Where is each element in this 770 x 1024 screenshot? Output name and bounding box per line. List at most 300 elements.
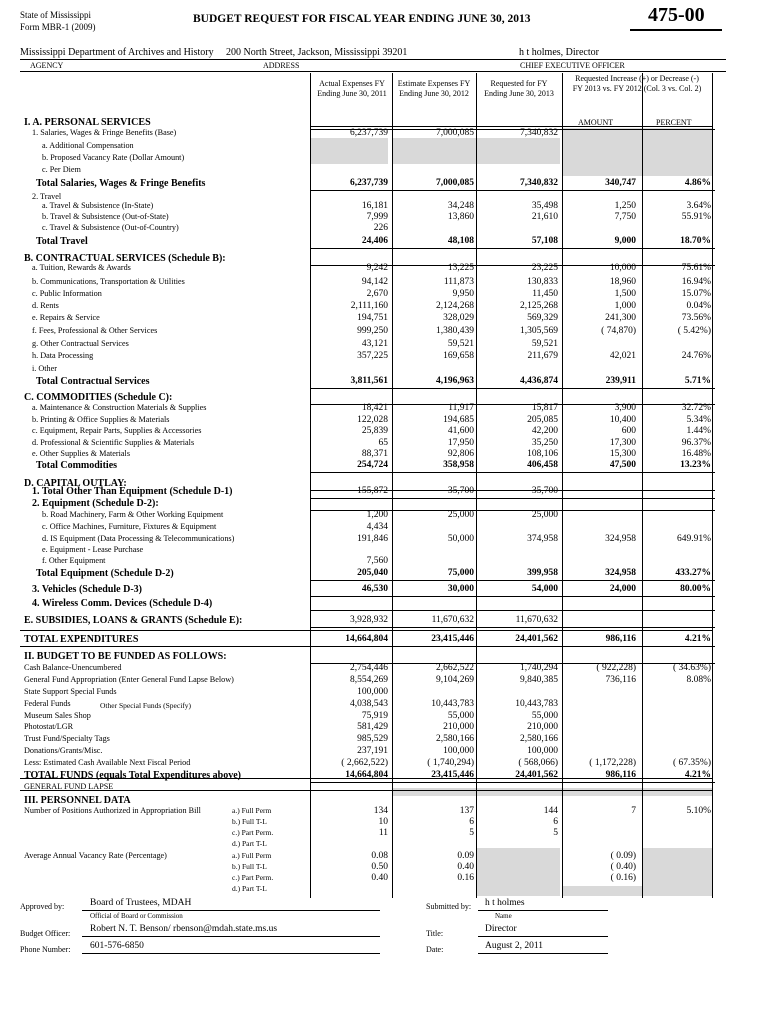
row-rule: [310, 190, 715, 191]
personnel-sublabel: d.) Part T-L: [232, 884, 267, 893]
cell-c3: 35,700: [531, 486, 558, 496]
header-rule-2: [20, 71, 726, 72]
cell-c1: 18,421: [361, 403, 388, 413]
row-label: C. COMMODITIES (Schedule C):: [24, 392, 173, 403]
cell-c5: 32.72%: [681, 403, 711, 413]
row-label: c. Equipment, Repair Parts, Supplies & Accessories: [32, 426, 202, 435]
shaded-cell: [562, 128, 712, 176]
personnel-cell-c1: 11: [378, 828, 388, 838]
cell-c3: 108,106: [527, 449, 558, 459]
row-label: c. Travel & Subsistence (Out-of-Country): [42, 223, 179, 232]
cell-c2: 17,950: [447, 438, 474, 448]
title-value: Director: [485, 924, 517, 934]
personnel-cell-c2: 0.16: [457, 873, 474, 883]
row-label: a. Tuition, Rewards & Awards: [32, 263, 131, 272]
row-rule: [310, 596, 715, 597]
cell-c2: 2,580,166: [436, 734, 474, 744]
cell-c1: 2,111,160: [350, 301, 388, 311]
personnel-cell-c4: ( 0.09): [610, 851, 636, 861]
cell-c1: 194,751: [357, 313, 388, 323]
row-label: E. SUBSIDIES, LOANS & GRANTS (Schedule E):: [24, 615, 243, 626]
row-label: e. Other Supplies & Materials: [32, 449, 131, 458]
cell-c5: 18.70%: [680, 236, 711, 246]
cell-c1: 8,554,269: [350, 675, 388, 685]
cell-c1: 155,872: [357, 486, 388, 496]
personnel-cell-c4: ( 0.16): [610, 873, 636, 883]
row-label: b. Communications, Transportation & Utilities: [32, 277, 185, 286]
approved-by-value: Board of Trustees, MDAH: [90, 898, 192, 908]
cell-c1: 14,664,804: [345, 634, 388, 644]
cell-c3: 7,340,832: [520, 128, 558, 138]
cell-c5: 4.86%: [684, 178, 711, 188]
row-label: GENERAL FUND LAPSE: [24, 782, 114, 791]
cell-c4: 24,000: [609, 584, 636, 594]
row-rule: [310, 472, 715, 473]
cell-c1: 24,406: [361, 236, 388, 246]
row-label: d. Rents: [32, 301, 59, 310]
cell-c2: 9,104,269: [436, 675, 474, 685]
cell-c1: 7,999: [366, 212, 388, 222]
cell-c3: 205,085: [527, 415, 558, 425]
cell-c3: 7,340,832: [520, 178, 558, 188]
personnel-sublabel: c.) Part Perm.: [232, 873, 274, 882]
approved-by-label: Approved by:: [20, 902, 65, 911]
row-label: TOTAL EXPENDITURES: [24, 634, 139, 645]
row-label: State Support Special Funds: [24, 687, 117, 696]
cell-c3: 21,610: [531, 212, 558, 222]
cell-c4: 10,400: [609, 415, 636, 425]
cell-c1: 191,846: [357, 534, 388, 544]
personnel-cell-c1: 0.40: [371, 873, 388, 883]
personnel-cell-c2: 5: [469, 828, 474, 838]
row-rule: [310, 498, 715, 499]
cell-c5: 4.21%: [684, 770, 711, 780]
row-rule: [310, 580, 715, 581]
personnel-cell-c3: 144: [543, 806, 558, 816]
cell-c3: 59,521: [531, 339, 558, 349]
cell-c2: 92,806: [447, 449, 474, 459]
official-label: Official of Board or Commission: [90, 912, 183, 920]
cell-c1: 985,529: [357, 734, 388, 744]
cell-c2: 59,521: [447, 339, 474, 349]
cell-c1: 75,919: [361, 711, 388, 721]
col-change-header: Requested Increase (+) or Decrease (-) FY 2013 vs. FY 2012 (Col. 3 vs. Col. 2): [572, 74, 702, 93]
cell-c2: 210,000: [443, 722, 474, 732]
cell-c4: 9,000: [614, 236, 636, 246]
row-label: a. Maintenance & Construction Materials & Supplies: [32, 403, 207, 412]
cell-c5: 649.91%: [676, 534, 711, 544]
budget-officer-line: [82, 936, 380, 937]
cell-c2: 75,000: [447, 568, 474, 578]
row-rule: [310, 610, 715, 611]
cell-c4: 241,300: [605, 313, 636, 323]
personnel-cell-c1: 0.50: [371, 862, 388, 872]
row-rule: [310, 248, 715, 249]
cell-c4: 986,116: [605, 770, 636, 780]
cell-c2: 41,600: [447, 426, 474, 436]
cell-c2: 9,950: [452, 289, 474, 299]
cell-c2: 7,000,085: [436, 178, 474, 188]
cell-c5: 433.27%: [675, 568, 711, 578]
row-label: II. BUDGET TO BE FUNDED AS FOLLOWS:: [24, 651, 227, 662]
cell-c4: 1,250: [614, 201, 636, 211]
cell-c4: 10,000: [609, 263, 636, 273]
personnel-cell-c2: 0.40: [457, 862, 474, 872]
row-label: Trust Fund/Specialty Tags: [24, 734, 110, 743]
cell-c1: 1,200: [366, 510, 388, 520]
cell-c4: ( 1,172,228): [589, 758, 636, 768]
agency-label: AGENCY: [30, 61, 64, 70]
cell-c3: 24,401,562: [515, 770, 558, 780]
section-rule: [20, 778, 712, 779]
cell-c4: 324,958: [605, 568, 636, 578]
budget-officer-label: Budget Officer:: [20, 929, 71, 938]
column-divider: [476, 73, 477, 898]
personnel-cell-c5: 5.10%: [686, 806, 711, 816]
cell-c5: 0.04%: [686, 301, 711, 311]
column-divider: [562, 73, 563, 898]
cell-c1: 226: [373, 223, 388, 233]
col-actual-header: Actual Expenses FY Ending June 30, 2011: [317, 79, 387, 98]
submitted-by-line: [478, 910, 608, 911]
cell-c4: 15,300: [609, 449, 636, 459]
cell-c3: 406,458: [527, 460, 558, 470]
cell-c5: ( 5.42%): [677, 326, 711, 336]
personnel-cell-c2: 137: [459, 806, 474, 816]
cell-c2: 13,860: [447, 212, 474, 222]
cell-c5: 80.00%: [680, 584, 711, 594]
cell-c3: 210,000: [527, 722, 558, 732]
cell-c1: 4,434: [366, 522, 388, 532]
cell-c4: ( 74,870): [601, 326, 636, 336]
row-label: TOTAL FUNDS (equals Total Expenditures above): [24, 770, 241, 781]
form-title: BUDGET REQUEST FOR FISCAL YEAR ENDING JUNE 30, 2013: [193, 13, 531, 25]
personnel-cell-c2: 0.09: [457, 851, 474, 861]
chief-executive: h t holmes, Director: [519, 47, 599, 58]
cell-c5: ( 67.35%): [673, 758, 711, 768]
cell-c1: 3,928,932: [350, 615, 388, 625]
cell-c1: 6,237,739: [350, 178, 388, 188]
column-divider: [642, 73, 643, 898]
cell-c3: 399,958: [527, 568, 558, 578]
shaded-cell: [392, 138, 476, 164]
name-label: Name: [495, 912, 512, 920]
cell-c3: 2,125,268: [520, 301, 558, 311]
cell-c4: 18,960: [609, 277, 636, 287]
cell-c1: 43,121: [361, 339, 388, 349]
cell-c3: 9,840,385: [520, 675, 558, 685]
cell-c1: 122,028: [357, 415, 388, 425]
cell-c1: 46,530: [361, 584, 388, 594]
row-label: Total Commodities: [36, 460, 118, 471]
cell-c3: 11,450: [532, 289, 558, 299]
cell-c2: 194,685: [443, 415, 474, 425]
cell-c3: 1,305,569: [520, 326, 558, 336]
cell-c1: 581,429: [357, 722, 388, 732]
section-rule: [20, 790, 712, 791]
personnel-sublabel: c.) Part Perm.: [232, 828, 274, 837]
cell-c4: 7,750: [614, 212, 636, 222]
row-label: Federal Funds: [24, 699, 71, 708]
column-divider: [392, 73, 393, 898]
cell-c2: 48,108: [447, 236, 474, 246]
form-number-underline: [630, 29, 722, 31]
cell-c2: 50,000: [447, 534, 474, 544]
column-divider: [310, 73, 311, 898]
cell-c2: 13,225: [447, 263, 474, 273]
row-label: a. Travel & Subsistence (In-State): [42, 201, 154, 210]
cell-c2: 35,700: [447, 486, 474, 496]
cell-c3: 35,250: [531, 438, 558, 448]
row-label: B. CONTRACTUAL SERVICES (Schedule B):: [24, 253, 226, 264]
cell-c1: 14,664,804: [345, 770, 388, 780]
cell-c5: 5.71%: [684, 376, 711, 386]
row-label: Photostat/LGR: [24, 722, 74, 731]
cell-c1: 6,237,739: [350, 128, 388, 138]
cell-c4: 986,116: [605, 634, 636, 644]
column-header-rule: [310, 126, 712, 127]
row-rule: [310, 627, 715, 628]
cell-c2: 100,000: [443, 746, 474, 756]
row-label: I. A. PERSONAL SERVICES: [24, 117, 151, 128]
date-value: August 2, 2011: [485, 941, 543, 951]
row-label: Donations/Grants/Misc.: [24, 746, 103, 755]
row-label: c. Public Information: [32, 289, 102, 298]
row-label: 1. Total Other Than Equipment (Schedule D-1): [32, 486, 233, 497]
cell-c2: 1,380,439: [436, 326, 474, 336]
personnel-cell-c2: 6: [469, 817, 474, 827]
col-percent-header: PERCENT: [656, 118, 692, 127]
personnel-cell-c4: ( 0.40): [610, 862, 636, 872]
cell-c3: 569,329: [527, 313, 558, 323]
cell-c1: 94,142: [361, 277, 388, 287]
row-label: h. Data Processing: [32, 351, 94, 360]
cell-c1: 16,181: [361, 201, 388, 211]
cell-c2: ( 1,740,294): [427, 758, 474, 768]
cell-c2: 2,662,522: [436, 663, 474, 673]
row-rule: [310, 388, 715, 389]
col-estimate-header: Estimate Expenses FY Ending June 30, 2012: [397, 79, 471, 98]
cell-c1: 65: [378, 438, 388, 448]
section-rule: [20, 630, 712, 631]
row-label: Less: Estimated Cash Available Next Fiscal Period: [24, 758, 191, 767]
cell-c1: ( 2,662,522): [341, 758, 388, 768]
cell-c3: 24,401,562: [515, 634, 558, 644]
cell-c2: 358,958: [443, 460, 474, 470]
date-line: [478, 953, 608, 954]
date-label: Date:: [426, 945, 444, 954]
agency-name: Mississippi Department of Archives and History: [20, 47, 214, 58]
cell-c5: 13.23%: [680, 460, 711, 470]
vacancy-label: Average Annual Vacancy Rate (Percentage): [24, 851, 167, 860]
cell-c3: ( 568,066): [518, 758, 558, 768]
personnel-title: III. PERSONNEL DATA: [24, 795, 131, 806]
row-label: c. Per Diem: [42, 165, 81, 174]
cell-c4: 340,747: [605, 178, 636, 188]
row-label: b. Printing & Office Supplies & Materials: [32, 415, 170, 424]
cell-c1: 999,250: [357, 326, 388, 336]
cell-c5: 75.61%: [681, 263, 711, 273]
personnel-sublabel: a.) Full Perm: [232, 806, 272, 815]
positions-label: Number of Positions Authorized in Appropriation Bill: [24, 806, 201, 815]
cell-c4: 3,900: [614, 403, 636, 413]
state-name: State of Mississippi: [20, 10, 92, 20]
personnel-cell-c4: 7: [631, 806, 636, 816]
cell-c2: 55,000: [447, 711, 474, 721]
cell-c3: 100,000: [527, 746, 558, 756]
title-line: [478, 936, 608, 937]
cell-c5: 55.91%: [681, 212, 711, 222]
cell-c3: 374,958: [527, 534, 558, 544]
personnel-sublabel: b.) Full T-L: [232, 817, 267, 826]
row-label: D. CAPITAL OUTLAY:: [24, 478, 127, 489]
cell-c1: 2,754,446: [350, 663, 388, 673]
row-label: f. Fees, Professional & Other Services: [32, 326, 158, 335]
cell-c2: 10,443,783: [431, 699, 474, 709]
row-label: c. Office Machines, Furniture, Fixtures & Equipment: [42, 522, 217, 531]
row-label: Total Travel: [36, 236, 88, 247]
row-label: 1. Salaries, Wages & Fringe Benefits (Base): [32, 128, 177, 137]
cell-c1: 100,000: [357, 687, 388, 697]
section-rule: [20, 646, 712, 647]
title-label: Title:: [426, 929, 444, 938]
cell-c2: 25,000: [447, 510, 474, 520]
cell-c1: 254,724: [357, 460, 388, 470]
cell-c4: 736,116: [605, 675, 636, 685]
col-amount-header: AMOUNT: [578, 118, 614, 127]
cell-c2: 11,917: [448, 403, 474, 413]
cell-c1: 237,191: [357, 746, 388, 756]
cell-c2: 30,000: [447, 584, 474, 594]
submitted-by-label: Submitted by:: [426, 902, 472, 911]
cell-c4: ( 922,228): [596, 663, 636, 673]
cell-c3: 211,679: [527, 351, 558, 361]
cell-c1: 4,038,543: [350, 699, 388, 709]
personnel-sublabel: d.) Part T-L: [232, 839, 267, 848]
row-label: e. Equipment - Lease Purchase: [42, 545, 144, 554]
form-id: Form MBR-1 (2009): [20, 22, 96, 32]
personnel-cell-c1: 10: [378, 817, 388, 827]
header-rule: [20, 59, 726, 60]
agency-address: 200 North Street, Jackson, Mississippi 39201: [226, 47, 408, 58]
cell-c1: 88,371: [361, 449, 388, 459]
cell-c3: 2,580,166: [520, 734, 558, 744]
row-label: Total Salaries, Wages & Fringe Benefits: [36, 178, 206, 189]
cell-c2: 169,658: [443, 351, 474, 361]
row-label: d. Professional & Scientific Supplies & Materials: [32, 438, 195, 447]
personnel-cell-c3: 5: [553, 828, 558, 838]
phone-label: Phone Number:: [20, 945, 71, 954]
row-label: b. Road Machinery, Farm & Other Working Equipment: [42, 510, 224, 519]
form-number: 475-00: [648, 4, 705, 26]
row-label: Total Contractual Services: [36, 376, 150, 387]
cell-c3: 4,436,874: [520, 376, 558, 386]
cell-c1: 3,811,561: [350, 376, 388, 386]
cell-c4: 324,958: [605, 534, 636, 544]
personnel-sublabel: b.) Full T-L: [232, 862, 267, 871]
cell-c2: 328,029: [443, 313, 474, 323]
cell-c3: 54,000: [531, 584, 558, 594]
submitted-by-value: h t holmes: [485, 898, 525, 908]
row-label: b. Travel & Subsistence (Out-of-State): [42, 212, 169, 221]
cell-c5: 96.37%: [681, 438, 711, 448]
cell-c5: 8.08%: [686, 675, 711, 685]
cell-c5: 4.21%: [684, 634, 711, 644]
cell-c4: 1,000: [614, 301, 636, 311]
cell-c5: 16.94%: [681, 277, 711, 287]
cell-c2: 34,248: [447, 201, 474, 211]
row-label: d. IS Equipment (Data Processing & Telecommunications): [42, 534, 235, 543]
cell-c2: 111,873: [443, 277, 474, 287]
cell-c4: 47,500: [609, 460, 636, 470]
cell-c5: 3.64%: [686, 201, 711, 211]
cell-c4: 239,911: [605, 376, 636, 386]
personnel-cell-c1: 0.08: [371, 851, 388, 861]
cell-c3: 42,200: [531, 426, 558, 436]
row-label: b. Proposed Vacancy Rate (Dollar Amount): [42, 153, 185, 162]
cell-c4: 1,500: [614, 289, 636, 299]
row-label: a. Additional Compensation: [42, 141, 134, 150]
cell-c3: 25,000: [531, 510, 558, 520]
cell-c1: 9,242: [366, 263, 388, 273]
cell-c5: 5.34%: [686, 415, 711, 425]
cell-c2: 23,415,446: [431, 634, 474, 644]
cell-c2: 4,196,963: [436, 376, 474, 386]
ceo-label: CHIEF EXECUTIVE OFFICER: [520, 61, 625, 70]
row-label: Museum Sales Shop: [24, 711, 91, 720]
personnel-cell-c3: 6: [553, 817, 558, 827]
cell-c1: 7,560: [366, 556, 388, 566]
cell-c5: 24.76%: [681, 351, 711, 361]
cell-c3: 57,108: [531, 236, 558, 246]
row-label: 3. Vehicles (Schedule D-3): [32, 584, 142, 595]
row-label: f. Other Equipment: [42, 556, 106, 565]
cell-c5: 1.44%: [686, 426, 711, 436]
column-divider: [712, 73, 713, 898]
cell-c3: 130,833: [527, 277, 558, 287]
cell-c3: 35,498: [531, 201, 558, 211]
phone-line: [82, 953, 380, 954]
shaded-cell: [642, 848, 712, 896]
cell-c3: 1,740,294: [520, 663, 558, 673]
row-label: Total Equipment (Schedule D-2): [36, 568, 174, 579]
row-label: g. Other Contractual Services: [32, 339, 129, 348]
cell-c3: 10,443,783: [515, 699, 558, 709]
cell-c2: 7,000,085: [436, 128, 474, 138]
shaded-cell: [310, 138, 388, 164]
shaded-cell: [476, 138, 560, 164]
cell-c1: 205,040: [357, 568, 388, 578]
cell-c3: 15,817: [531, 403, 558, 413]
cell-c5: 15.07%: [681, 289, 711, 299]
budget-officer-value: Robert N. T. Benson/ rbenson@mdah.state.ms.us: [90, 924, 278, 934]
personnel-sublabel: a.) Full Perm: [232, 851, 272, 860]
cell-c1: 25,839: [361, 426, 388, 436]
personnel-cell-c1: 134: [373, 806, 388, 816]
cell-c1: 2,670: [366, 289, 388, 299]
cell-c3: 23,225: [531, 263, 558, 273]
address-label: ADDRESS: [263, 61, 300, 70]
row-label: i. Other: [32, 364, 58, 373]
cell-c2: 11,670,632: [431, 615, 474, 625]
cell-c4: 42,021: [609, 351, 636, 361]
row-label: e. Repairs & Service: [32, 313, 100, 322]
cell-c4: 17,300: [609, 438, 636, 448]
row-rule: [310, 782, 715, 783]
cell-c2: 23,415,446: [431, 770, 474, 780]
row-label: 2. Equipment (Schedule D-2):: [32, 498, 159, 509]
cell-c3: 55,000: [531, 711, 558, 721]
